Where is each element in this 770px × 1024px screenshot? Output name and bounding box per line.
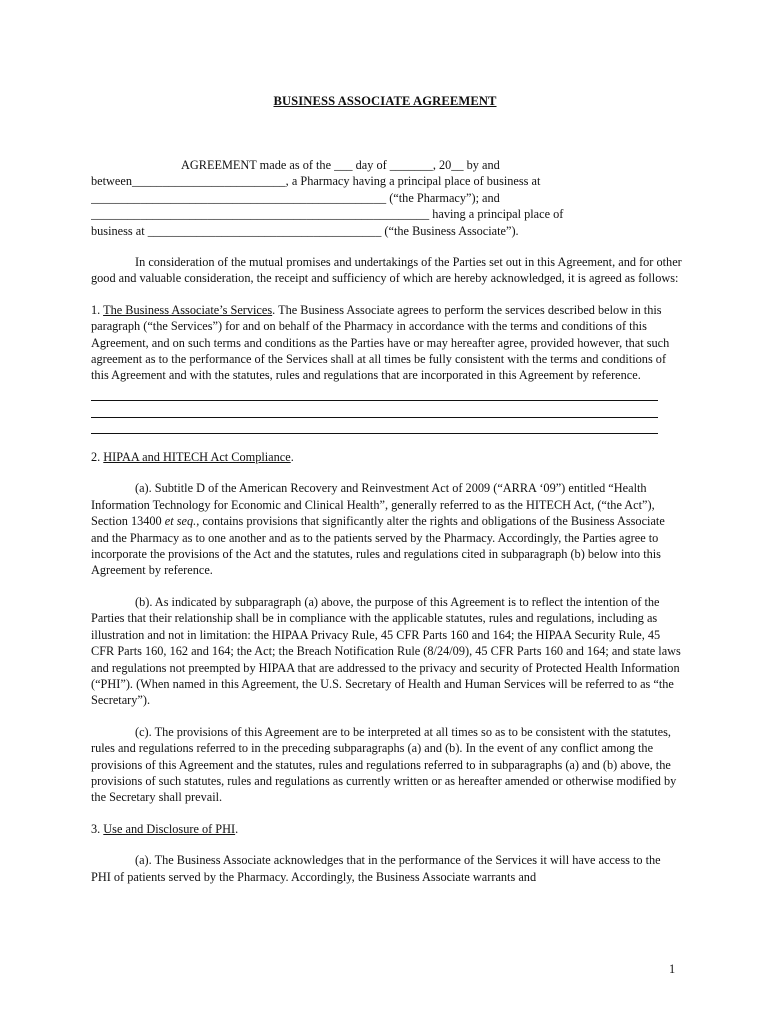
section-2-heading: HIPAA and HITECH Act Compliance — [103, 450, 291, 465]
section-2a-text-start: (a). Subtitle D of the American Recovery and Reinvestment Act of 2009 (“ARRA ‘09”) entitled “Health Information Technology for Economic and Clinical Health”, generally referred to as the HITECH Act, (“the Act”), Section 13400 — [91, 481, 655, 529]
consideration-paragraph: In consideration of the mutual promises and undertakings of the Parties set out in this Agreement, and for other good and valuable consideration, the receipt and sufficiency of which are hereby acknowledged, it is agreed as follows: — [91, 255, 682, 286]
section-2b-paragraph: (b). As indicated by subparagraph (a) above, the purpose of this Agreement is to reflect the intention of the Parties that their relationship shall be in compliance with the applicable statutes, rules and regulations, including as illustration and not in limitation: the HIPAA Privacy Rule, 45 CFR Parts 160 and 164; the HIPAA Security Rule, 45 CFR Parts 160, 162 and 164; the Act; the Breach Notification Rule (8/24/09), 45 CFR Parts 160 and 164; and state laws and regulations not preempted by HIPAA that are addressed to the privacy and security of Protected Health Information (“PHI”). (When named in this Agreement, the U.S. Secretary of Health and Human Services will be referred to as “the Secretary”). — [91, 594, 681, 708]
section-2a-paragraph — [91, 480, 683, 578]
section-2-heading-line — [91, 449, 683, 465]
blank-line — [91, 419, 658, 434]
section-1-paragraph — [91, 302, 683, 384]
section-3a-paragraph: (a). The Business Associate acknowledges that in the performance of the Services it will have access to the PHI of patients served by the Pharmacy. Accordingly, the Business Associate warrants and — [91, 853, 661, 884]
section-1-heading: The Business Associate’s Services — [103, 302, 273, 317]
document-title: BUSINESS ASSOCIATE AGREEMENT — [273, 94, 497, 108]
page-number: 1 — [669, 962, 676, 976]
section-3-heading-end: . — [235, 821, 239, 836]
document-body — [91, 157, 683, 885]
blank-line — [91, 402, 658, 417]
preamble-line-4: _______________________________________________________ having a principal place of — [91, 207, 564, 222]
section-3-number: 3. — [91, 821, 104, 836]
services-blank-lines — [91, 386, 683, 434]
preamble-line-2: between_________________________, a Pharmacy having a principal place of business at — [91, 174, 541, 189]
section-3-heading-line — [91, 821, 683, 837]
blank-line — [91, 386, 658, 401]
section-2-heading-end: . — [290, 450, 294, 465]
preamble-line-3: ________________________________________________ (“the Pharmacy”); and — [91, 190, 500, 205]
section-1-text: . The Business Associate agrees to perform the services described below in this paragraph (“the Services”) for and on behalf of the Pharmacy in accordance with the terms and conditions of this Agreement, and on such terms and conditions as the Parties have or may hereafter agree, provided however, that such agreement as to the performance of the Services shall at all times be fully consistent with the terms and conditions of this Agreement and with the statutes, rules and regulations that are incorporated in this Agreement by reference. — [91, 302, 670, 383]
section-2a-text-end: , contains provisions that significantly alter the rights and obligations of the Business Associate and the Pharmacy as to one another and as to the patients served by the Pharmacy. Accordingly, the Parties agree to incorporate the provisions of the Act and the statutes, rules and regulations cited in subparagraph (b) below into this Agreement by reference. — [91, 514, 665, 578]
section-1-number: 1. — [91, 302, 104, 317]
section-3-heading: Use and Disclosure of PHI — [103, 821, 236, 836]
section-2-number: 2. — [91, 450, 104, 465]
preamble-line-1: AGREEMENT made as of the ___ day of _______, 20__ by and — [181, 158, 500, 172]
section-2a-italic: et seq. — [164, 514, 197, 529]
preamble — [91, 157, 683, 239]
preamble-line-5: business at ______________________________________ (“the Business Associate”). — [91, 223, 519, 238]
section-2c-paragraph: (c). The provisions of this Agreement are to be interpreted at all times so as to be consistent with the statutes, rules and regulations referred to in the preceding subparagraphs (a) and (b). In the event of any conflict among the provisions of this Agreement and the statutes, rules and regulations referred to in subparagraphs (a) and (b) above, the provisions of such statutes, rules and regulations as currently written or as hereafter amended or otherwise modified by the Secretary shall prevail. — [91, 724, 677, 805]
